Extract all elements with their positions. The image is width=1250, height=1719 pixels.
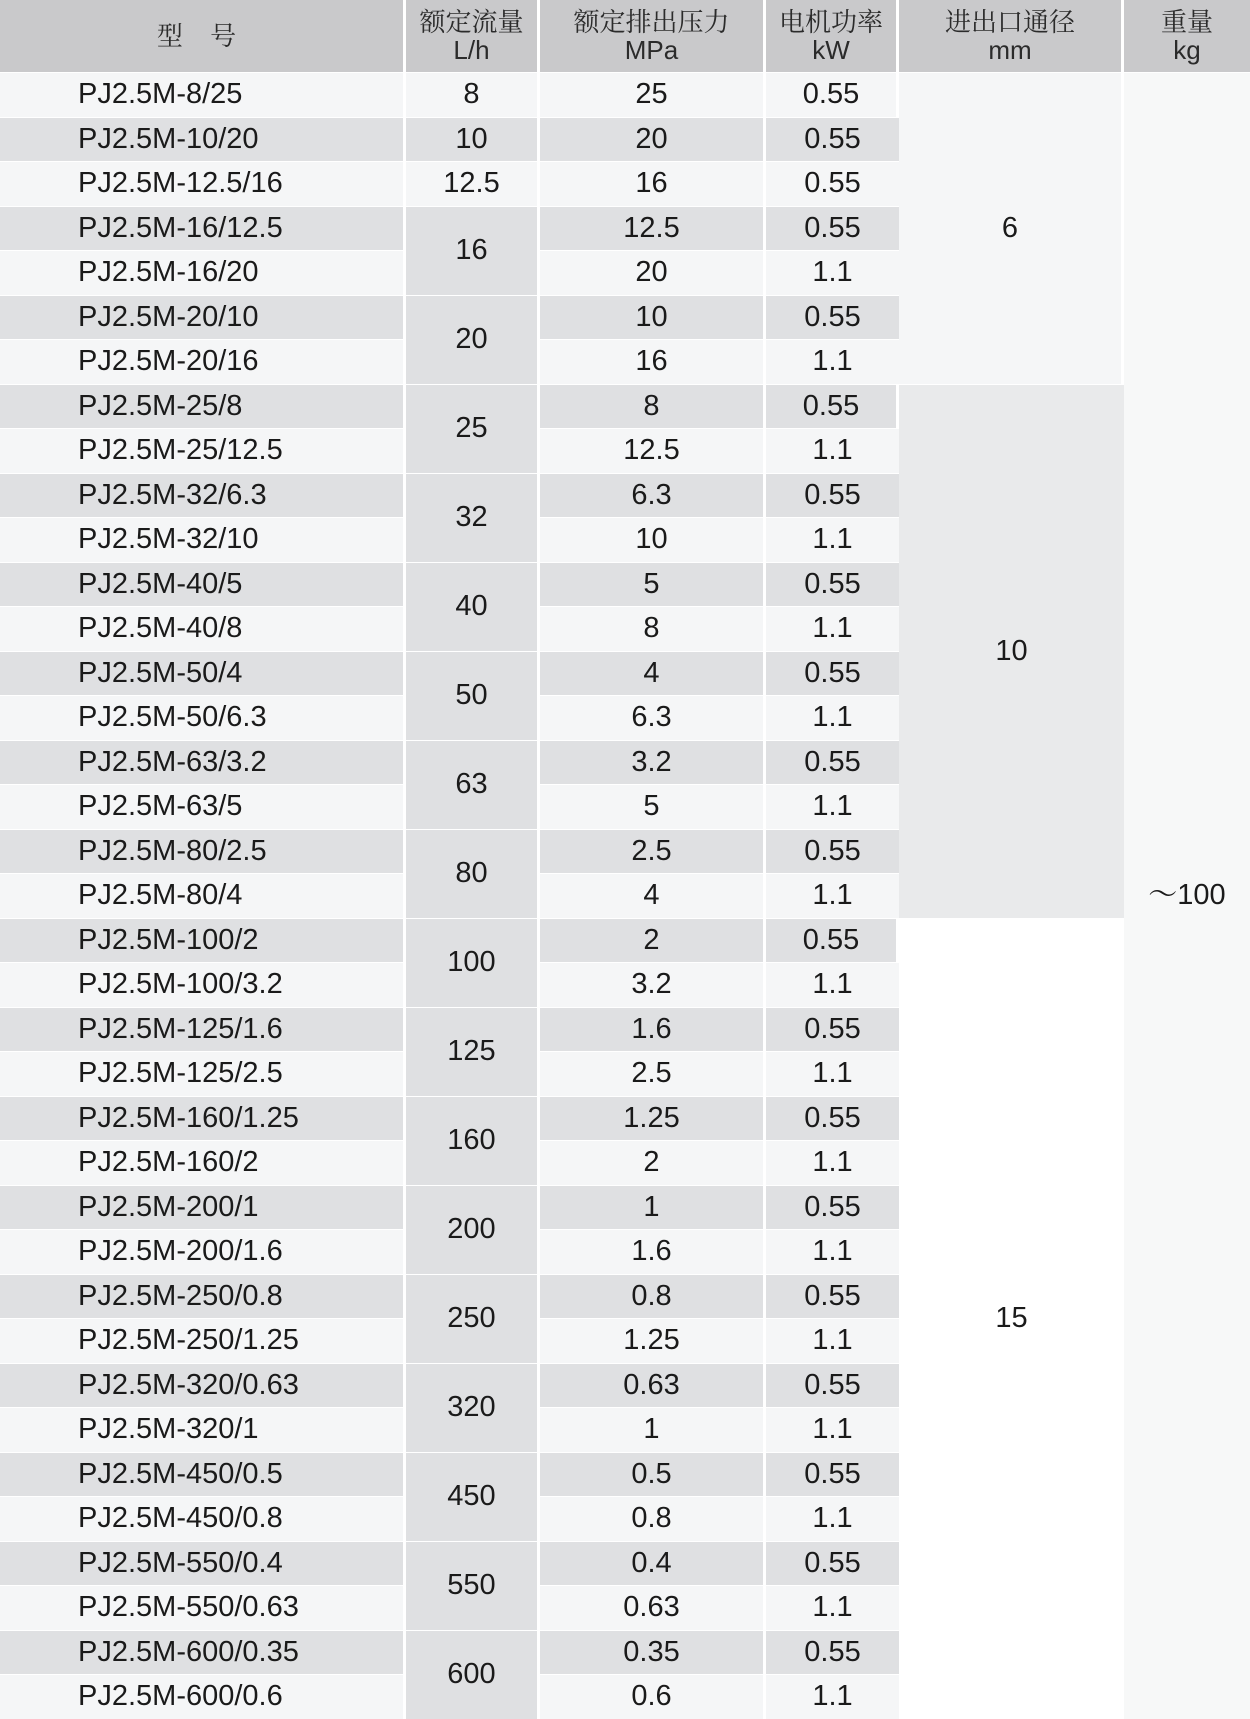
pressure-cell: 8 bbox=[540, 384, 766, 429]
model-cell: PJ2.5M-10/20 bbox=[0, 117, 406, 162]
model-cell: PJ2.5M-125/2.5 bbox=[0, 1051, 406, 1096]
model-cell: PJ2.5M-80/4 bbox=[0, 873, 406, 918]
model-cell: PJ2.5M-63/5 bbox=[0, 784, 406, 829]
flow-cell: 600 bbox=[406, 1630, 540, 1719]
model-cell: PJ2.5M-8/25 bbox=[0, 72, 406, 117]
power-cell: 0.55 bbox=[766, 918, 899, 963]
header-weight-title: 重量 bbox=[1160, 7, 1213, 37]
power-cell: 1.1 bbox=[766, 1585, 899, 1630]
pressure-cell: 0.4 bbox=[540, 1541, 766, 1586]
power-cell: 0.55 bbox=[766, 1007, 899, 1052]
power-cell: 0.55 bbox=[766, 1274, 899, 1319]
header-pressure bbox=[540, 0, 766, 72]
model-cell: PJ2.5M-320/0.63 bbox=[0, 1363, 406, 1408]
flow-cell: 16 bbox=[406, 206, 540, 295]
port-cell: 6 bbox=[899, 72, 1124, 384]
model-cell: PJ2.5M-50/6.3 bbox=[0, 695, 406, 740]
power-cell: 1.1 bbox=[766, 339, 899, 384]
flow-cell: 32 bbox=[406, 473, 540, 562]
pressure-cell: 2 bbox=[540, 1140, 766, 1185]
model-cell: PJ2.5M-160/1.25 bbox=[0, 1096, 406, 1141]
pressure-cell: 1.6 bbox=[540, 1007, 766, 1052]
power-cell: 1.1 bbox=[766, 517, 899, 562]
model-cell: PJ2.5M-40/8 bbox=[0, 606, 406, 651]
model-cell: PJ2.5M-25/8 bbox=[0, 384, 406, 429]
pressure-cell: 0.63 bbox=[540, 1585, 766, 1630]
model-cell: PJ2.5M-32/10 bbox=[0, 517, 406, 562]
header-pressure-unit: MPa bbox=[624, 35, 679, 65]
table-body bbox=[0, 72, 1250, 1719]
model-cell: PJ2.5M-12.5/16 bbox=[0, 161, 406, 206]
flow-cell: 80 bbox=[406, 829, 540, 918]
model-cell: PJ2.5M-600/0.35 bbox=[0, 1630, 406, 1675]
pressure-cell: 20 bbox=[540, 117, 766, 162]
power-cell: 0.55 bbox=[766, 473, 899, 518]
flow-cell: 125 bbox=[406, 1007, 540, 1096]
power-cell: 1.1 bbox=[766, 606, 899, 651]
header-flow bbox=[406, 0, 540, 72]
pressure-cell: 1.6 bbox=[540, 1229, 766, 1274]
model-cell: PJ2.5M-125/1.6 bbox=[0, 1007, 406, 1052]
pressure-cell: 0.5 bbox=[540, 1452, 766, 1497]
table-row bbox=[0, 918, 1250, 963]
flow-cell: 450 bbox=[406, 1452, 540, 1541]
pressure-cell: 8 bbox=[540, 606, 766, 651]
header-model: 型 号 bbox=[0, 0, 406, 72]
pressure-cell: 1 bbox=[540, 1407, 766, 1452]
header-port-title: 进出口通径 bbox=[944, 7, 1075, 37]
power-cell: 0.55 bbox=[766, 1096, 899, 1141]
pressure-cell: 5 bbox=[540, 784, 766, 829]
model-cell: PJ2.5M-550/0.63 bbox=[0, 1585, 406, 1630]
power-cell: 0.55 bbox=[766, 1452, 899, 1497]
model-cell: PJ2.5M-63/3.2 bbox=[0, 740, 406, 785]
table-row bbox=[0, 384, 1250, 429]
model-cell: PJ2.5M-20/10 bbox=[0, 295, 406, 340]
pressure-cell: 10 bbox=[540, 295, 766, 340]
power-cell: 0.55 bbox=[766, 206, 899, 251]
model-cell: PJ2.5M-200/1.6 bbox=[0, 1229, 406, 1274]
flow-cell: 12.5 bbox=[406, 161, 540, 206]
model-cell: PJ2.5M-40/5 bbox=[0, 562, 406, 607]
model-cell: PJ2.5M-600/0.6 bbox=[0, 1674, 406, 1719]
power-cell: 1.1 bbox=[766, 1674, 899, 1719]
pressure-cell: 10 bbox=[540, 517, 766, 562]
pressure-cell: 1.25 bbox=[540, 1096, 766, 1141]
model-cell: PJ2.5M-100/3.2 bbox=[0, 962, 406, 1007]
header-power bbox=[766, 0, 899, 72]
flow-cell: 320 bbox=[406, 1363, 540, 1452]
header-weight bbox=[1124, 0, 1250, 72]
power-cell: 1.1 bbox=[766, 1229, 899, 1274]
pressure-cell: 5 bbox=[540, 562, 766, 607]
pressure-cell: 12.5 bbox=[540, 428, 766, 473]
power-cell: 0.55 bbox=[766, 161, 899, 206]
header-weight-unit: kg bbox=[1173, 35, 1201, 65]
pressure-cell: 2 bbox=[540, 918, 766, 963]
power-cell: 1.1 bbox=[766, 428, 899, 473]
table-row bbox=[0, 72, 1250, 117]
model-cell: PJ2.5M-32/6.3 bbox=[0, 473, 406, 518]
pressure-cell: 2.5 bbox=[540, 829, 766, 874]
weight-cell: ～100 bbox=[1124, 72, 1250, 1719]
pressure-cell: 16 bbox=[540, 161, 766, 206]
power-cell: 0.55 bbox=[766, 1630, 899, 1675]
model-cell: PJ2.5M-450/0.5 bbox=[0, 1452, 406, 1497]
model-cell: PJ2.5M-450/0.8 bbox=[0, 1496, 406, 1541]
power-cell: 1.1 bbox=[766, 962, 899, 1007]
header-row bbox=[0, 0, 1250, 72]
power-cell: 0.55 bbox=[766, 72, 899, 117]
pressure-cell: 4 bbox=[540, 651, 766, 696]
header-power-title: 电机功率 bbox=[778, 7, 883, 37]
power-cell: 1.1 bbox=[766, 1407, 899, 1452]
power-cell: 1.1 bbox=[766, 1496, 899, 1541]
flow-cell: 63 bbox=[406, 740, 540, 829]
flow-cell: 40 bbox=[406, 562, 540, 651]
pressure-cell: 2.5 bbox=[540, 1051, 766, 1096]
pressure-cell: 6.3 bbox=[540, 695, 766, 740]
pressure-cell: 0.63 bbox=[540, 1363, 766, 1408]
model-cell: PJ2.5M-20/16 bbox=[0, 339, 406, 384]
power-cell: 1.1 bbox=[766, 1051, 899, 1096]
model-cell: PJ2.5M-200/1 bbox=[0, 1185, 406, 1230]
pressure-cell: 0.8 bbox=[540, 1496, 766, 1541]
power-cell: 0.55 bbox=[766, 1185, 899, 1230]
model-cell: PJ2.5M-550/0.4 bbox=[0, 1541, 406, 1586]
header-power-unit: kW bbox=[812, 35, 850, 65]
flow-cell: 550 bbox=[406, 1541, 540, 1630]
header-port bbox=[899, 0, 1124, 72]
flow-cell: 160 bbox=[406, 1096, 540, 1185]
header-port-unit: mm bbox=[988, 35, 1032, 65]
power-cell: 0.55 bbox=[766, 829, 899, 874]
power-cell: 1.1 bbox=[766, 1318, 899, 1363]
port-cell: 10 bbox=[899, 384, 1124, 918]
power-cell: 0.55 bbox=[766, 1541, 899, 1586]
power-cell: 1.1 bbox=[766, 695, 899, 740]
flow-cell: 200 bbox=[406, 1185, 540, 1274]
pressure-cell: 0.35 bbox=[540, 1630, 766, 1675]
pressure-cell: 0.8 bbox=[540, 1274, 766, 1319]
pressure-cell: 1.25 bbox=[540, 1318, 766, 1363]
power-cell: 0.55 bbox=[766, 384, 899, 429]
power-cell: 1.1 bbox=[766, 1140, 899, 1185]
model-cell: PJ2.5M-16/12.5 bbox=[0, 206, 406, 251]
header-flow-unit: L/h bbox=[453, 35, 490, 65]
flow-cell: 20 bbox=[406, 295, 540, 384]
model-cell: PJ2.5M-250/0.8 bbox=[0, 1274, 406, 1319]
power-cell: 0.55 bbox=[766, 117, 899, 162]
header-flow-title: 额定流量 bbox=[419, 7, 524, 37]
pressure-cell: 25 bbox=[540, 72, 766, 117]
model-cell: PJ2.5M-250/1.25 bbox=[0, 1318, 406, 1363]
pressure-cell: 16 bbox=[540, 339, 766, 384]
model-cell: PJ2.5M-320/1 bbox=[0, 1407, 406, 1452]
model-cell: PJ2.5M-50/4 bbox=[0, 651, 406, 696]
pressure-cell: 12.5 bbox=[540, 206, 766, 251]
model-cell: PJ2.5M-25/12.5 bbox=[0, 428, 406, 473]
flow-cell: 250 bbox=[406, 1274, 540, 1363]
model-cell: PJ2.5M-100/2 bbox=[0, 918, 406, 963]
pressure-cell: 3.2 bbox=[540, 962, 766, 1007]
pressure-cell: 3.2 bbox=[540, 740, 766, 785]
model-cell: PJ2.5M-160/2 bbox=[0, 1140, 406, 1185]
model-cell: PJ2.5M-16/20 bbox=[0, 250, 406, 295]
power-cell: 0.55 bbox=[766, 562, 899, 607]
flow-cell: 50 bbox=[406, 651, 540, 740]
power-cell: 1.1 bbox=[766, 873, 899, 918]
pressure-cell: 0.6 bbox=[540, 1674, 766, 1719]
pressure-cell: 6.3 bbox=[540, 473, 766, 518]
power-cell: 0.55 bbox=[766, 740, 899, 785]
flow-cell: 25 bbox=[406, 384, 540, 473]
power-cell: 0.55 bbox=[766, 295, 899, 340]
pressure-cell: 20 bbox=[540, 250, 766, 295]
power-cell: 1.1 bbox=[766, 784, 899, 829]
flow-cell: 10 bbox=[406, 117, 540, 162]
port-cell: 15 bbox=[899, 918, 1124, 1719]
power-cell: 1.1 bbox=[766, 250, 899, 295]
table-header bbox=[0, 0, 1250, 72]
flow-cell: 100 bbox=[406, 918, 540, 1007]
header-pressure-title: 额定排出压力 bbox=[573, 7, 730, 37]
power-cell: 0.55 bbox=[766, 651, 899, 696]
flow-cell: 8 bbox=[406, 72, 540, 117]
pressure-cell: 4 bbox=[540, 873, 766, 918]
model-cell: PJ2.5M-80/2.5 bbox=[0, 829, 406, 874]
power-cell: 0.55 bbox=[766, 1363, 899, 1408]
pressure-cell: 1 bbox=[540, 1185, 766, 1230]
